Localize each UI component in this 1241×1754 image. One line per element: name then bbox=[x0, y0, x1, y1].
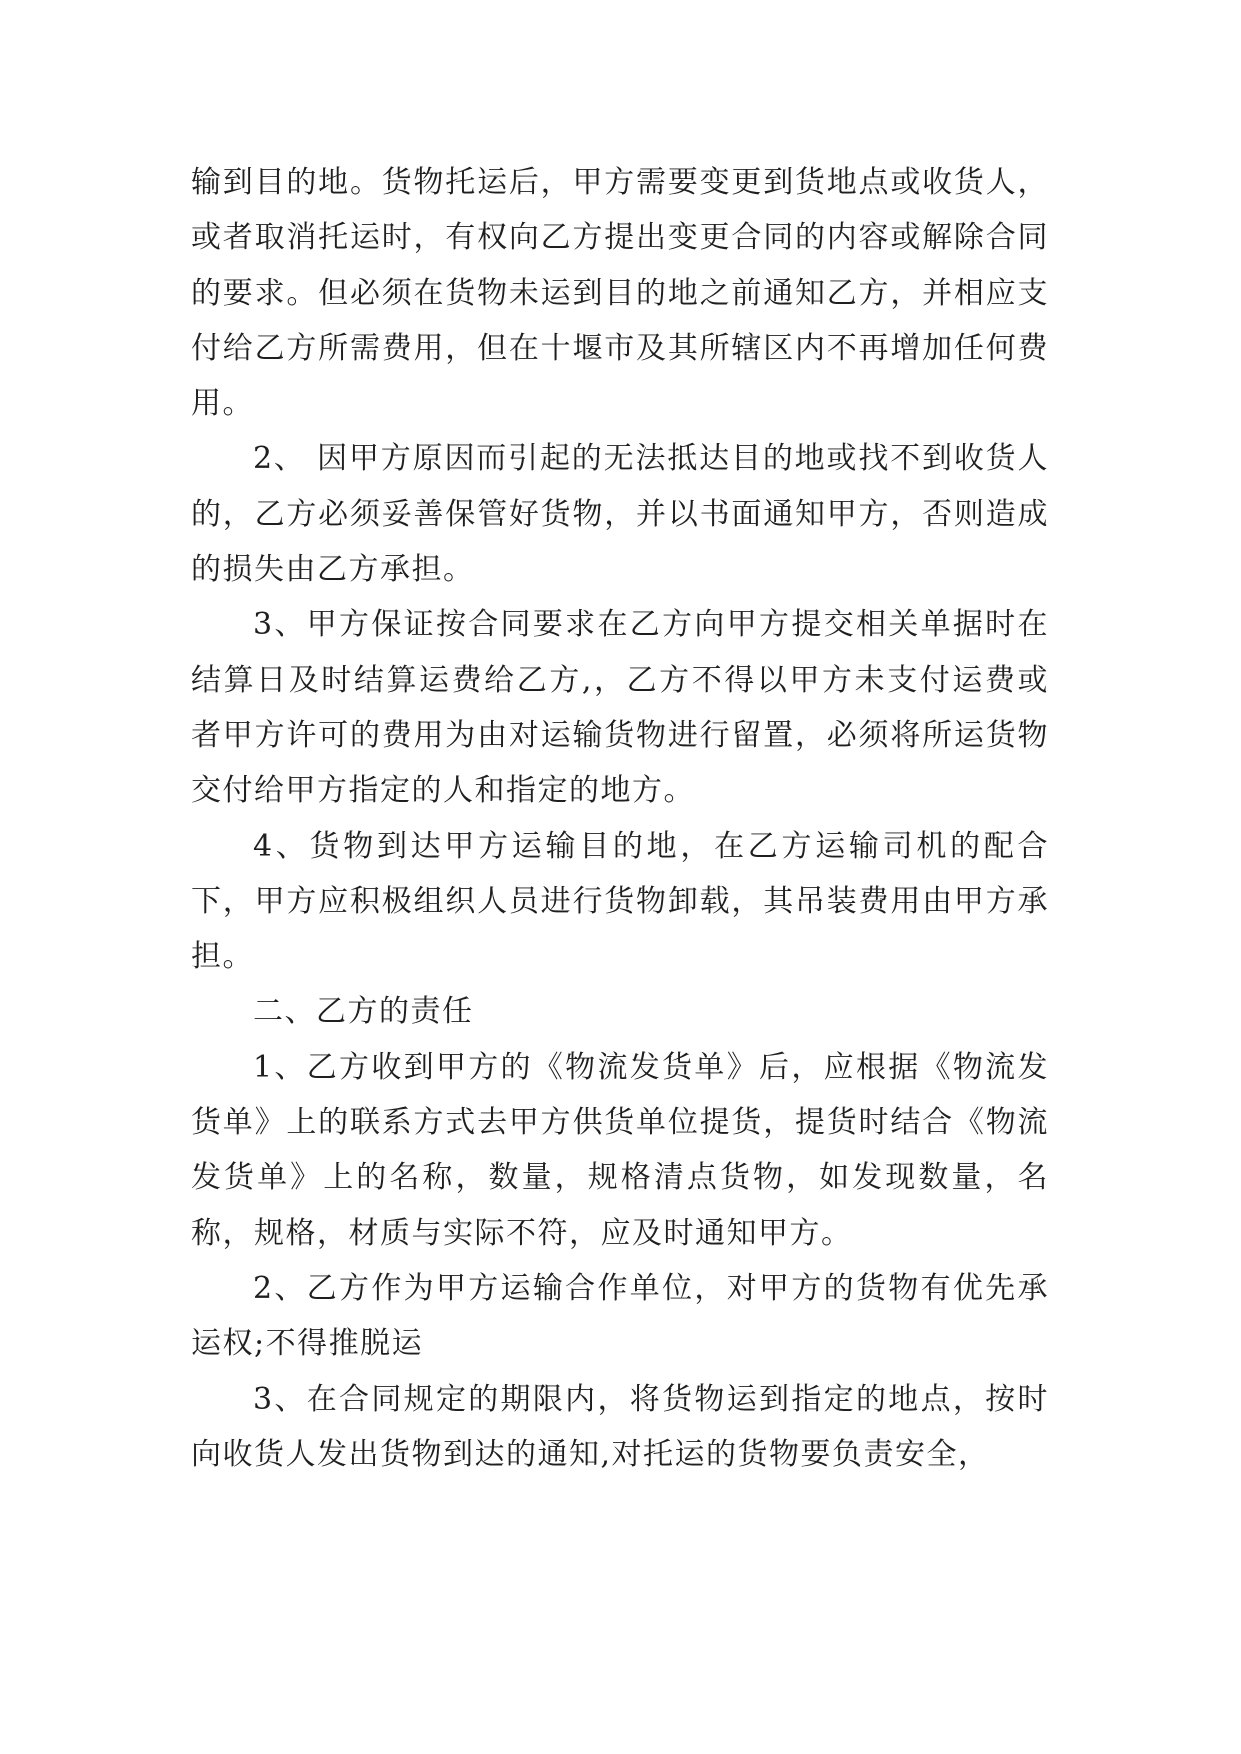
paragraph-clause-3: 3、甲方保证按合同要求在乙方向甲方提交相关单据时在结算日及时结算运费给乙方,，乙方不得以甲方未支付运费或者甲方许可的费用为由对运输货物进行留置，必须将所运货物交付给甲方指定的人和指定的地方。 bbox=[191, 607, 1049, 809]
paragraph-continuation: 输到目的地。货物托运后，甲方需要变更到货地点或收货人，或者取消托运时，有权向乙方提出变更合同的内容或解除合同的要求。但必须在货物未运到目的地之前通知乙方，并相应支付给乙方所需费用，但在十堰市及其所辖区内不再增加任何费用。 bbox=[191, 165, 1049, 422]
paragraph-party-b-clause-3: 3、在合同规定的期限内，将货物运到指定的地点，按时向收货人发出货物到达的通知,对托运的货物要负责安全， bbox=[191, 1381, 1049, 1472]
paragraph-clause-4: 4、货物到达甲方运输目的地，在乙方运输司机的配合下，甲方应积极组织人员进行货物卸载，其吊装费用由甲方承担。 bbox=[191, 828, 1049, 975]
document-body bbox=[191, 155, 1049, 1482]
paragraph-party-b-clause-1: 1、乙方收到甲方的《物流发货单》后，应根据《物流发货单》上的联系方式去甲方供货单位提货，提货时结合《物流发货单》上的名称，数量，规格清点货物，如发现数量，名称，规格，材质与实际不符，应及时通知甲方。 bbox=[191, 1049, 1049, 1251]
paragraph-clause-2: 2、 因甲方原因而引起的无法抵达目的地或找不到收货人的，乙方必须妥善保管好货物，并以书面通知甲方，否则造成的损失由乙方承担。 bbox=[191, 441, 1049, 588]
paragraph-party-b-clause-2: 2、乙方作为甲方运输合作单位，对甲方的货物有优先承运权;不得推脱运 bbox=[191, 1270, 1049, 1362]
section-heading-party-b-duties: 二、乙方的责任 bbox=[253, 994, 474, 1030]
